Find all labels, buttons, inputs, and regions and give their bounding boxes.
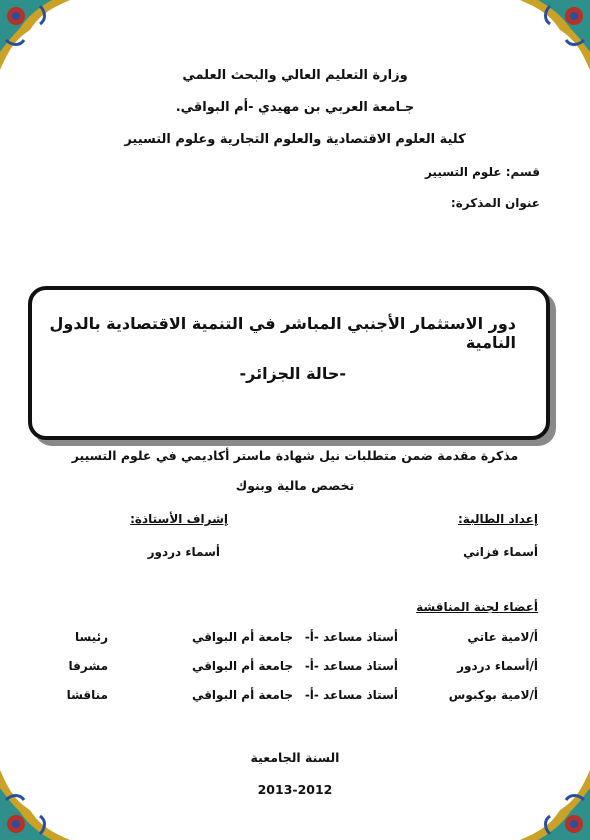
member-rank: أستاذ مساعد -أ- xyxy=(304,688,398,702)
academic-year-label: السنة الجامعية xyxy=(250,750,340,765)
corner-ornament-icon xyxy=(520,0,590,70)
member-rank: أستاذ مساعد -أ- xyxy=(304,659,398,673)
corner-ornament-icon xyxy=(0,770,70,840)
student-name: أسماء فزاني xyxy=(463,545,538,559)
committee-row xyxy=(52,688,538,708)
memo-description: مذكرة مقدمة ضمن متطلبات نيل شهادة ماستر أكاديمي في علوم التسيير xyxy=(71,448,519,463)
corner-ornament-icon xyxy=(0,0,70,70)
university-name: جـامعة العربي بن مهيدي -أم البواقي. xyxy=(175,100,415,115)
member-university: جامعة أم البواقي xyxy=(191,688,293,702)
supervision-label: إشراف الأستاذة: xyxy=(130,512,228,526)
memo-title-label: عنوان المذكرة: xyxy=(450,196,540,210)
prepared-by-label: إعداد الطالبة: xyxy=(458,512,538,526)
ministry-name: وزارة التعليم العالي والبحث العلمي xyxy=(182,68,408,83)
thesis-subtitle: -حالة الجزائر- xyxy=(239,364,346,383)
member-name: أ/أسماء دردور xyxy=(457,659,538,673)
member-rank: أستاذ مساعد -أ- xyxy=(304,630,398,644)
member-name: أ/لامية عاتي xyxy=(467,630,538,644)
department-label: قسم: علوم التسيير xyxy=(424,165,540,179)
member-university: جامعة أم البواقي xyxy=(191,659,293,673)
member-role: مناقشا xyxy=(66,688,108,702)
member-role: مشرفا xyxy=(68,659,108,673)
committee-row xyxy=(52,630,538,650)
academic-year: 2013-2012 xyxy=(257,782,333,797)
corner-ornament-icon xyxy=(520,770,590,840)
member-role: رئيسا xyxy=(74,630,108,644)
thesis-title-box xyxy=(28,286,550,440)
supervisor-name: أسماء دردور xyxy=(147,545,220,559)
thesis-title: دور الاستثمار الأجنبي المباشر في التنمية الاقتصادية بالدول النامية xyxy=(49,314,516,352)
member-university: جامعة أم البواقي xyxy=(191,630,293,644)
committee-row xyxy=(52,659,538,679)
faculty-name: كلية العلوم الاقتصادية والعلوم التجارية وعلوم التسيير xyxy=(124,132,466,147)
specialization: تخصص مالية وبنوك xyxy=(235,478,355,493)
committee-label: أعضاء لجنة المناقشة xyxy=(416,600,538,614)
member-name: أ/لامية بوكبوس xyxy=(448,688,538,702)
